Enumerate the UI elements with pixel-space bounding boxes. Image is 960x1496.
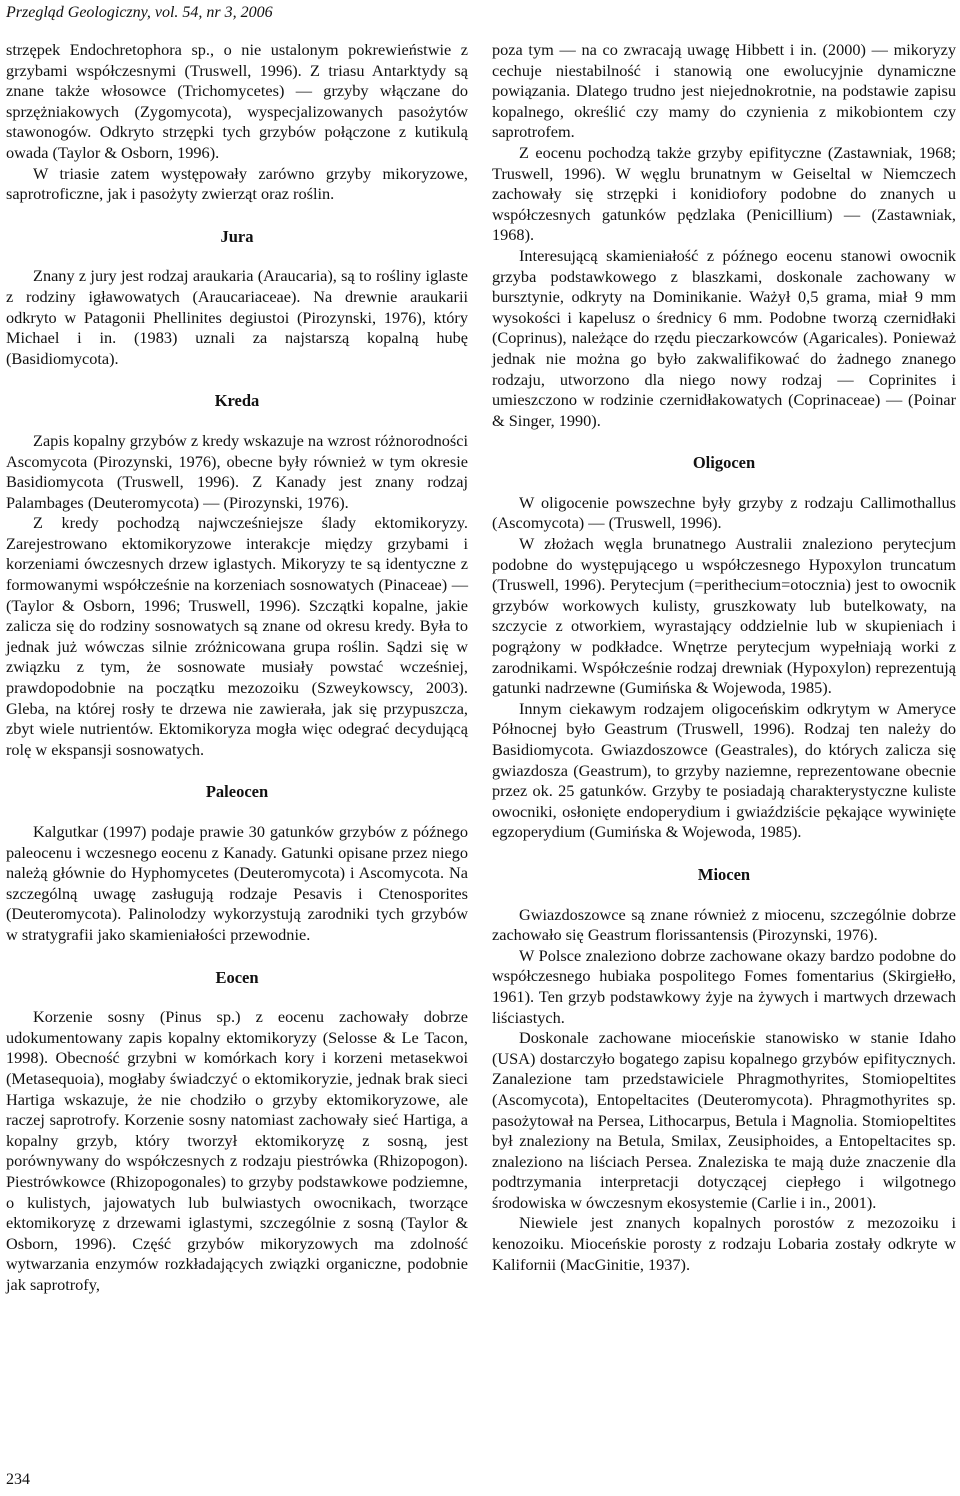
paragraph: strzępek Endochretophora sp., o nie ustalonym pokrewieństwie z grzybami współczesnymi (Truswell, 1996). Z triasu Antarktydy są znane także włosowce (Trichomycetes) — grzyby włączane do sprzężniakowych (Zygomycota), wyspecjalizowanych pasożytów stawonogów. Odkryto strzępki tych grzybów połączone z kutikulą owada (Taylor & Osborn, 1996). <box>6 40 468 162</box>
journal-header: Przegląd Geologiczny, vol. 54, nr 3, 2006 <box>6 4 273 21</box>
paragraph: Gwiazdoszowce są znane również z miocenu, szczególnie dobrze zachowało się Geastrum florissantensis (Pirozynski, 1976). <box>492 904 956 945</box>
paragraph: Znany z jury jest rodzaj araukaria (Araucaria), są to rośliny iglaste z rodziny igławowatych (Araucariaceae). Na drewnie araukarii odkryto w Patagonii Phellinites degiustoi (Pirozynski, 1976), który Michael i in. (1983) uznali za najstarszą kopalną hubę (Basidiomycota). <box>6 266 468 368</box>
paragraph: Kalgutkar (1997) podaje prawie 30 gatunków grzybów z późnego paleocenu i wczesnego eocenu z Kanady. Gatunki opisane przez niego należą głównie do Hyphomycetes (Deuteromycota) i Ascomycota. Na szczególną uwagę zasługują rodzaje Pesavis i Ctenosporites (Deuteromycota). Palinolodzy wykorzystują zarodniki tych grzybów w stratygrafii jako skamieniałości przewodnie. <box>6 822 468 944</box>
left-column <box>6 40 468 1295</box>
paragraph: Korzenie sosny (Pinus sp.) z eocenu zachowały dobrze udokumentowany zapis kopalny ektomikoryzy (Selosse & Le Tacon, 1998). Obecność grzybni w komórkach kory i korzeni metasekwoi (Metasequoia), mogłaby świadczyć o ektomikoryzie, jednak brak sieci Hartiga wskazuje, że nie chodziło o grzyby ektomikoryzowe, ale raczej saprotrofy. Korzenie sosny natomiast zachowały sieć Hartiga, a kopalny grzyb, który tworzył ektomikoryzę z sosną, jest porównywany do współczesnych z rodzaju piestrówka (Rhizopogon). Piestrówkowce (Rhizopogonales) to grzyby podstawkowe podziemne, o kulistych, jajowatych lub bulwiastych owocnikach, tworzące ektomikoryzę z drzewami iglastymi, szczególnie z sosną (Taylor & Osborn, 1996). Część grzybów mikoryzowych ma zdolność wytwarzania enzymów rozkładających związki organiczne, podobnie jak saprotrofy, <box>6 1007 468 1294</box>
paragraph: Innym ciekawym rodzajem oligoceńskim odkrytym w Ameryce Północnej było Geastrum (Truswell, 1996). Rodzaj ten należy do Basidiomycota. Gwiazdoszowce (Geastrales), do których zalicza się gwiazdosza (Geastrum), to grzyby naziemne, reprezentowane obecnie przez ok. 25 gatunków. Grzyby te posiadają charakterystyczne kuliste owocniki, osłonięte endoperydium i gwiaździście pękające wywinięte egzoperydium (Gumińska & Wojewoda, 1985). <box>492 698 956 842</box>
section-heading: Eocen <box>215 967 259 987</box>
paragraph: W Polsce znaleziono dobrze zachowane okazy bardzo podobne do współczesnego hubiaka pospolitego Fomes fomentarius (Skirgiełło, 1961). Ten grzyb podstawkowy żyje na żywych i martwych drzewach liściastych. <box>492 945 956 1027</box>
section-heading: Miocen <box>697 864 751 884</box>
section-heading: Paleocen <box>205 782 269 802</box>
paragraph: Interesującą skamieniałość z późnego eocenu stanowi owocnik grzyba podstawkowego z blaszkami, doskonale zachowany w bursztynie, odkryty na Dominikanie. Ważył 0,5 grama, miał 9 mm wysokości i kapelusz o średnicy 6 mm. Podobne tworzą czernidłaki (Coprinus), należące do rzędu pieczarkowców (Agaricales). Ponieważ jednak nie można go było zakwalifikować do żadnego znanego rodzaju, utworzono dla niego nowy rodzaj — Coprinites i umieszczono w rodzinie czernidłakowatych (Coprinaceae) — (Poinar & Singer, 1990). <box>492 245 956 430</box>
paragraph: W złożach węgla brunatnego Australii znaleziono perytecjum podobne do występującego u współczesnego Hypoxylon truncatum (Truswell, 1996). Perytecjum (=perithecium=otocznia) jest to owocnik grzybów workowych kulisty, gruszkowaty lub butelkowaty, na szczycie z otworkiem, wyrastający oddzielnie lub w skupieniach i pogrążony w podkładce. Wnętrze perytecjum wypełniają worki z zarodnikami. Współcześnie rodzaj drewniak (Hypoxylon) reprezentują gatunki nadrzewne (Gumińska & Wojewoda, 1985). <box>492 534 956 698</box>
paragraph: W oligocenie powszechne były grzyby z rodzaju Callimothallus (Ascomycota) — (Truswell, 1996). <box>492 492 956 533</box>
paragraph: Niewiele jest znanych kopalnych porostów z mezozoiku i kenozoiku. Mioceńskie porosty z rodzaju Lobaria zostały odkryte w Kalifornii (MacGinitie, 1937). <box>492 1213 956 1274</box>
section-heading: Jura <box>220 226 254 246</box>
paragraph: Doskonale zachowane mioceńskie stanowisko w stanie Idaho (USA) dostarczyło bogatego zapisu kopalnego grzybów epifitycznych. Zanalezione tam przedstawiciele Phragmothyrites, Stomiopeltites (Ascomycota), Entopeltacites (Deuteromycota). Phragmothyrites sp. pasożytował na Persea, Lithocarpus, Betula i Magnolia. Stomiopeltites był znaleziony na Betula, Smilax, Zeusiphoides, a Entopeltacites sp. znaleziono na liściach Persea. Znaleziska te mają duże znaczenie dla podtrzymania interpretacji dotyczącej ciepłego i wilgotnego środowiska w ówczesnym ekosystemie (Carlie i in., 2001). <box>492 1028 956 1212</box>
paragraph: W triasie zatem występowały zarówno grzyby mikoryzowe, saprotroficzne, jak i pasożyty zwierząt oraz roślin. <box>6 163 468 204</box>
paragraph: Zapis kopalny grzybów z kredy wskazuje na wzrost różnorodności Ascomycota (Pirozynski, 1976), obecne były również w tym okresie Basidiomycota (Truswell, 1996). Z Kanady jest znany rodzaj Palambages (Deuteromycota) — (Pirozynski, 1976). <box>6 430 468 512</box>
paragraph: Z kredy pochodzą najwcześniejsze ślady ektomikoryzy. Zarejestrowano ektomikoryzowe interakcje między grzybami i korzeniami ówczesnych drzew iglastych. Mikoryzy te są identyczne z formowanymi współcześnie na korzeniach sosnowatych (Pinaceae) — (Taylor & Osborn, 1996; Truswell, 1996). Szczątki kopalne, jakie zalicza się do rodziny sosnowatych są znane od okresu kredy. Była to jednak już wówczas silnie zróżnicowana grupa roślin. Sądzi się w związku z tym, że sosnowate musiały powstać wcześniej, prawdopodobnie na początku mezozoiku (Szweykowscy, 2003). Gleba, na której rosły te drzewa nie zawierała, jak się przypuszcza, zbyt wiele nutrientów. Ektomikoryza mogła więc odegrać decydującą rolę w ekspansji sosnowatych. <box>6 513 468 759</box>
section-heading: Kreda <box>214 391 260 411</box>
paragraph: poza tym — na co zwracają uwagę Hibbett i in. (2000) — mikoryzy cechuje niestabilność i stanowią one ewolucyjnie dynamiczne powiązania. Dlatego trudno jest niejednokrotnie, na podstawie zapisu kopalnego, określić czy mamy do czynienia z mikobiontem czy saprotrofem. <box>492 40 956 142</box>
page-number: 234 <box>6 1471 30 1488</box>
section-heading: Oligocen <box>692 453 756 473</box>
right-column <box>492 40 956 1275</box>
paragraph: Z eocenu pochodzą także grzyby epifityczne (Zastawniak, 1968; Truswell, 1996). W węglu brunatnym w Geiseltal w Niemczech zachowały się strzępki i konidiofory podobne do znanych u współczesnych gatunków pędzlaka (Penicillium) — (Zastawniak, 1968). <box>492 142 956 245</box>
